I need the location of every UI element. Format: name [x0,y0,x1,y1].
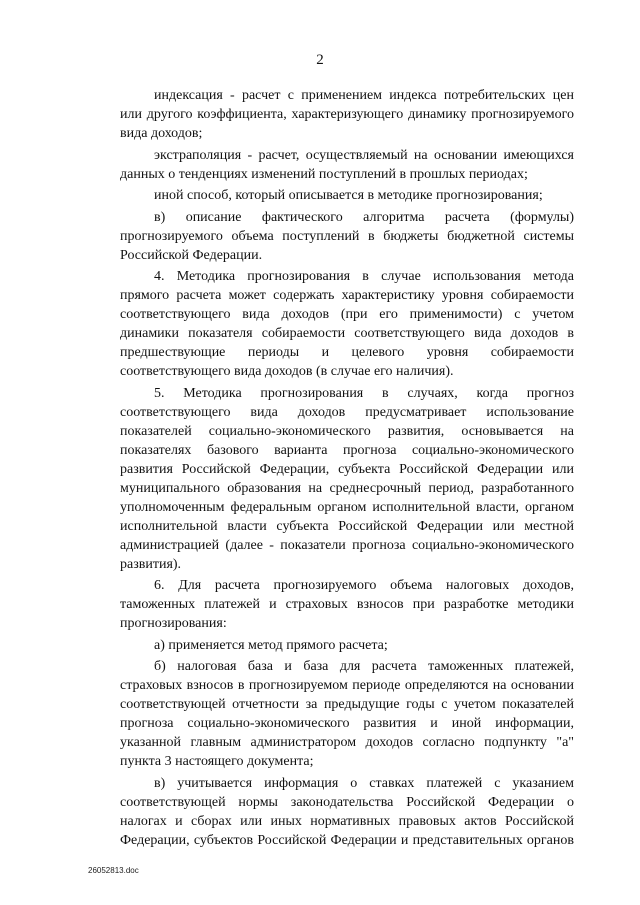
text-line: налогах и сборах или иных нормативных правовых актов Российской [120,813,574,829]
text-line: указанной главным администратором доходов согласно подпункту "а" [120,735,574,750]
text-line: таможенных платежей и страховых взносов при разработке методики [120,597,574,612]
paragraph-item-6c [120,774,574,850]
text-line: 6. Для расчета прогнозируемого объема налоговых доходов, [154,578,574,593]
text-line: прямого расчета может содержать характеристику уровня собираемости [120,288,574,303]
text-line: предшествующие периоды и целевого уровня собираемости [120,345,574,360]
paragraph-indexation [120,86,574,143]
text-line: 4. Методика прогнозирования в случае использования метода [154,269,574,284]
text-line: соответствующего вида доходов (в случае его наличия). [120,364,454,379]
text-line: в) учитывается информация о ставках платежей с указанием [154,775,574,791]
text-line: а) применяется метод прямого расчета; [154,637,388,653]
text-line: динамики показателя собираемости соответствующего вида доходов в [120,326,574,341]
paragraph-other-method [120,186,574,205]
text-line: б) налоговая база и база для расчета таможенных платежей, [154,659,574,674]
text-line: соответствующего вида доходов (при его применимости) с учетом [120,307,574,322]
text-line: индексация - расчет с применением индекса потребительских цен [154,88,574,103]
text-line: соответствующего вида доходов предусматривает использование [120,404,574,420]
text-line: 5. Методика прогнозирования в случаях, когда прогноз [154,385,574,401]
text-line: прогноза социально-экономического развития и иной информации, [120,716,574,731]
text-line: прогнозирования: [120,616,227,631]
text-line: данных о тенденциях изменений поступлений в прошлых периодах; [120,166,528,182]
text-line: муниципального образования на среднесрочный период, разработанного [120,480,574,496]
text-line: показателях базового варианта прогноза социально-экономического [120,442,574,458]
text-line: пункта 3 настоящего документа; [120,754,314,769]
text-line: прогнозируемого объема поступлений в бюджеты бюджетной системы [120,228,574,244]
paragraph-algorithm-description [120,208,574,265]
text-line: администрацией (далее - показатели прогноза социально-экономического [120,537,574,553]
paragraph-extrapolation [120,146,574,184]
paragraph-item-4 [120,267,574,381]
text-line: соответствующей отчетности за предыдущие годы с учетом показателей [120,697,574,712]
text-line: в) описание фактического алгоритма расчета (формулы) [154,209,574,225]
text-line: иной способ, который описывается в методике прогнозирования; [154,188,543,203]
text-line: экстраполяция - расчет, осуществляемый на основании имеющихся [154,147,574,163]
text-line: страховых взносов в прогнозируемом периоде определяются на основании [120,678,574,693]
paragraph-item-6 [120,576,574,633]
paragraph-item-6a [120,636,574,655]
paragraph-item-6b [120,657,574,771]
paragraph-item-5 [120,384,574,574]
text-line: Российской Федерации. [120,247,263,263]
text-line: вида доходов; [120,126,203,141]
text-line: Федерации, субъектов Российской Федерации и представительных органов [120,832,574,848]
document-filename: 26052813.doc [88,866,139,875]
text-line: соответствующей нормы законодательства Российской Федерации о [120,794,574,810]
text-line: или другого коэффициента, характеризующего динамику прогнозируемого [120,107,574,122]
document-body [120,86,574,852]
page-number: 2 [316,52,324,68]
text-line: развития). [120,556,182,572]
text-line: развития Российской Федерации, субъекта Российской Федерации или [120,461,574,477]
text-line: показателей социально-экономического развития, основывается на [120,423,574,439]
text-line: уполномоченным федеральным органом исполнительной власти, органом [120,499,574,515]
text-line: исполнительной власти субъекта Российской Федерации или местной [120,518,574,534]
